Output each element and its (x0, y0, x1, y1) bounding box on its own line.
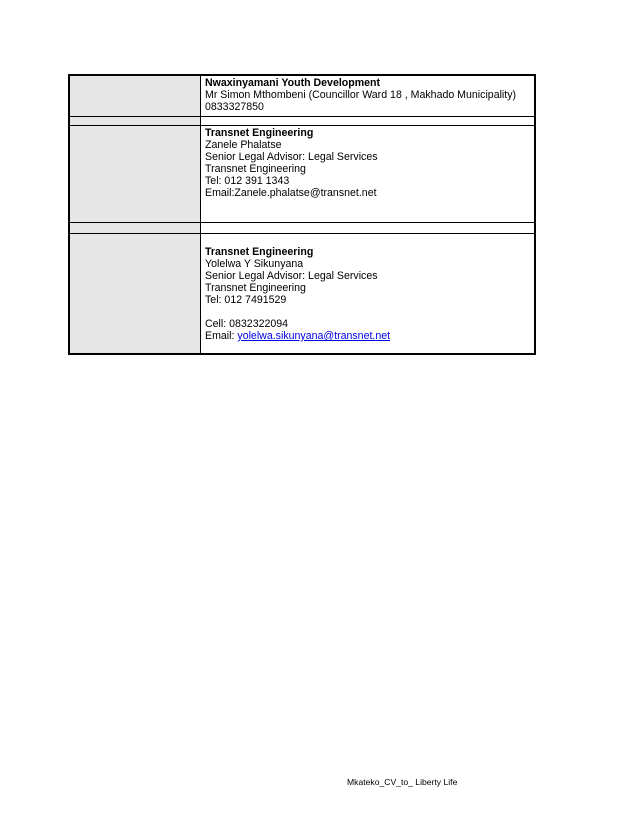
shaded-label-cell (69, 234, 201, 355)
reference-cell-2 (201, 126, 536, 223)
reference-3-company: Transnet Engineering (205, 282, 306, 294)
reference-cell-3 (201, 234, 536, 355)
reference-1-org: Nwaxinyamani Youth Development (205, 77, 381, 89)
shaded-label-cell (69, 223, 201, 234)
table-row-spacer (69, 223, 535, 234)
reference-3-email-link[interactable]: yolelwa.sikunyana@transnet.net (237, 330, 391, 342)
reference-1-contact: Mr Simon Mthombeni (Councillor Ward 18 , Makhado Municipality) (205, 89, 517, 101)
table-row (69, 234, 535, 355)
shaded-label-cell (69, 117, 201, 126)
reference-1-phone: 0833327850 (205, 101, 264, 113)
reference-3-tel: Tel: 012 7491529 (205, 294, 287, 306)
reference-2-org: Transnet Engineering (205, 127, 314, 139)
shaded-label-cell (69, 75, 201, 117)
page-footer: Mkateko_CV_to_ Liberty Life (347, 777, 458, 787)
reference-2-tel: Tel: 012 391 1343 (205, 175, 290, 187)
table-row (69, 75, 535, 117)
shaded-label-cell (69, 126, 201, 223)
table-row-spacer (69, 117, 535, 126)
spacer-cell (201, 223, 536, 234)
reference-3-blank-line (205, 306, 530, 318)
reference-2-title: Senior Legal Advisor: Legal Services (205, 151, 378, 163)
reference-2-company: Transnet Engineering (205, 163, 306, 175)
reference-3-email-label: Email: (205, 330, 238, 342)
table-row (69, 126, 535, 223)
reference-3-email-line (205, 330, 530, 342)
reference-3-name: Yolelwa Y Sikunyana (205, 258, 304, 270)
reference-3-cell: Cell: 0832322094 (205, 318, 289, 330)
reference-2-name: Zanele Phalatse (205, 139, 282, 151)
reference-3-title: Senior Legal Advisor: Legal Services (205, 270, 378, 282)
reference-3-org: Transnet Engineering (205, 246, 314, 258)
spacer-cell (201, 117, 536, 126)
reference-2-email: Email:Zanele.phalatse@transnet.net (205, 187, 377, 199)
references-table (68, 74, 536, 355)
reference-cell-1 (201, 75, 536, 117)
